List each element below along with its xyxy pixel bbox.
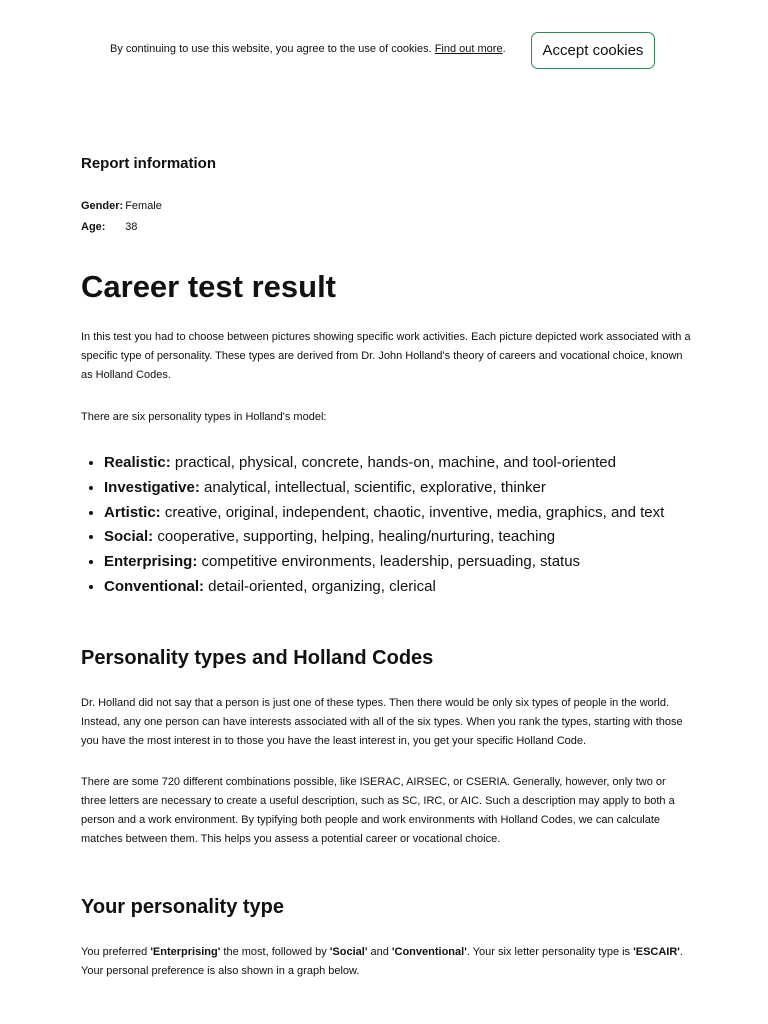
intro-paragraph: In this test you had to choose between pictures showing specific work activities. Each picture depicted work associated with a specific type of personality. These types are derived from Dr. John Holland's theory of careers and vocational choice, known as Holland Codes. (81, 331, 691, 381)
pref-third-type: 'Conventional' (391, 946, 467, 958)
type-description: cooperative, supporting, helping, healing/nurturing, teaching (153, 528, 556, 546)
preference-paragraph (81, 943, 691, 981)
gender-row (81, 198, 162, 219)
cookie-banner (0, 0, 768, 100)
holland-codes-paragraph-2: There are some 720 different combinations possible, like ISERAC, AIRSEC, or CSERIA. Generally, however, only two or three letters are necessary to create a useful description, such as SC, IRC, or AIC. Such a description may apply to both a person and a work environment. By typifying both people and work environments with Holland Codes, we can calculate matches between them. This helps you assess a potential career or vocational choice. (81, 776, 675, 845)
pref-text: . Your six letter personality type is (466, 946, 634, 958)
accept-cookies-button[interactable]: Accept cookies (531, 32, 655, 69)
pref-top-type: 'Enterprising' (150, 946, 221, 958)
cookie-message-text: By continuing to use this website, you agree to the use of cookies. (110, 43, 432, 55)
six-types-intro: There are six personality types in Holland's model: (81, 411, 327, 423)
pref-text: the most, followed by (220, 946, 330, 958)
personality-types-list (81, 451, 664, 600)
cookie-message-end: . (502, 43, 506, 55)
type-name: Artistic: (104, 503, 161, 521)
type-name: Conventional: (104, 577, 204, 595)
gender-label: Gender: (81, 200, 124, 212)
type-description: analytical, intellectual, scientific, explorative, thinker (199, 478, 546, 496)
type-name: Realistic: (104, 454, 171, 471)
type-name: Enterprising: (104, 553, 198, 571)
pref-text: You preferred (81, 946, 151, 958)
pref-second-type: 'Social' (329, 946, 368, 958)
pref-text: . Your personal preference is also shown in a graph below. (81, 946, 683, 977)
type-description: detail-oriented, organizing, clerical (204, 577, 436, 595)
report-information-heading: Report information (81, 155, 216, 172)
age-label: Age: (81, 221, 106, 233)
gender-value: Female (125, 200, 162, 212)
list-item (104, 550, 664, 575)
type-name: Investigative: (104, 478, 200, 496)
age-value: 38 (125, 221, 138, 233)
cookie-message (110, 43, 506, 55)
holland-codes-heading: Personality types and Holland Codes (81, 647, 434, 669)
list-item (104, 476, 664, 501)
list-item (104, 451, 664, 476)
page-title: Career test result (81, 269, 337, 304)
find-out-more-link[interactable]: Find out more (434, 43, 503, 55)
pref-text: and (367, 946, 392, 958)
age-row (81, 219, 162, 240)
list-item (104, 525, 664, 550)
your-personality-type-heading: Your personality type (81, 896, 285, 918)
report-info-table (81, 198, 162, 240)
list-item (104, 575, 664, 600)
type-name: Social: (104, 528, 154, 546)
type-description: creative, original, independent, chaotic, inventive, media, graphics, and text (160, 503, 665, 521)
personality-code: 'ESCAIR' (633, 946, 680, 958)
list-item (104, 501, 664, 526)
type-description: competitive environments, leadership, persuading, status (197, 553, 581, 571)
holland-codes-paragraph-1: Dr. Holland did not say that a person is just one of these types. Then there would be only six types of people in the world. Instead, any one person can have interests associated with all of the six types. When you rank the types, starting with those you have the most interest in to those you have the least interest in, you get your specific Holland Code. (81, 697, 683, 747)
type-description: practical, physical, concrete, hands-on, machine, and tool-oriented (170, 454, 616, 471)
